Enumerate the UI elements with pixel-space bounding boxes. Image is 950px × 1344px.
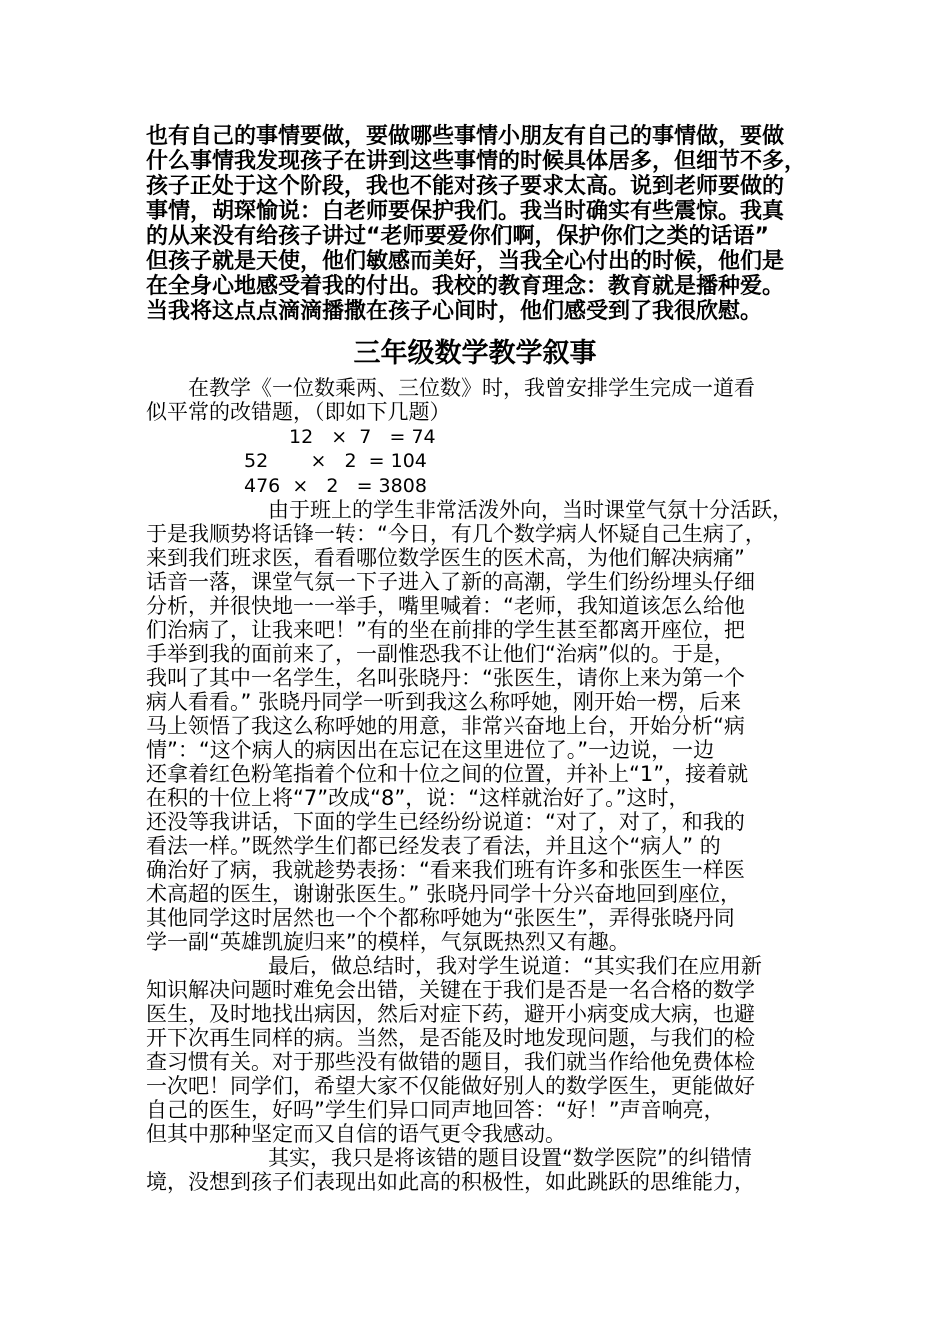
- paragraph-line: 分析，并很快地一一举手，嘴里喊着：“老师，我知道该怎么给他: [146, 594, 745, 618]
- intro-line: 事情，胡琛愉说：白老师要保护我们。我当时确实有些震惊。我真: [146, 199, 785, 224]
- intro-line: 什么事情我发现孩子在讲到这些事情的时候具体居多，但细节不多，: [146, 149, 807, 174]
- paragraph-line: 由于班上的学生非常活泼外向，当时课堂气氛十分活跃，: [268, 498, 793, 522]
- paragraph-line: 术高超的医生，谢谢张医生。” 张晓丹同学十分兴奋地回到座位，: [146, 882, 742, 906]
- paragraph-line: 其实，我只是将该错的题目设置“数学医院”的纠错情: [268, 1146, 752, 1170]
- paragraph-line: 看法一样。”既然学生们都已经发表了看法，并且这个“病人” 的: [146, 834, 721, 858]
- section-title: 三年级数学教学叙事: [353, 338, 597, 369]
- paragraph-line: 一次吧！同学们，希望大家不仅能做好别人的数学医生，更能做好: [146, 1074, 755, 1098]
- paragraph-line: 们治病了，让我来吧！”有的坐在前排的学生甚至都离开座位，把: [146, 618, 745, 642]
- paragraph-line: 话音一落，课堂气氛一下子进入了新的高潮，学生们纷纷埋头仔细: [146, 570, 755, 594]
- paragraph-line: 其他同学这时居然也一个个都称呼她为“张医生”，弄得张晓丹同: [146, 906, 735, 930]
- paragraph-line: 学一副“英雄凯旋归来”的模样，气氛既热烈又有趣。: [146, 930, 630, 954]
- paragraph-line: 还没等我讲话，下面的学生已经纷纷说道：“对了，对了，和我的: [146, 810, 745, 834]
- paragraph-line: 医生，及时地找出病因，然后对症下药，避开小病变成大病，也避: [146, 1002, 755, 1026]
- paragraph-line: 在教学《一位数乘两、三位数》时，我曾安排学生完成一道看: [188, 376, 755, 400]
- paragraph-line: 我叫了其中一名学生，名叫张晓丹：“张医生，请你上来为第一个: [146, 666, 745, 690]
- paragraph-line: 马上领悟了我这么称呼她的用意，非常兴奋地上台，开始分析“病: [146, 714, 745, 738]
- paragraph-line: 还拿着红色粉笔指着个位和十位之间的位置，并补上“1”，接着就: [146, 762, 749, 786]
- paragraph-line: 似平常的改错题，（即如下几题）: [146, 400, 451, 424]
- paragraph-line: 病人看看。” 张晓丹同学一听到我这么称呼她，刚开始一楞，后来: [146, 690, 742, 714]
- equation: 476 × 2 = 3808: [244, 475, 427, 497]
- paragraph-line: 手举到我的面前来了，一副惟恐我不让他们“治病”似的。于是，: [146, 642, 735, 666]
- intro-line: 孩子正处于这个阶段，我也不能对孩子要求太高。说到老师要做的: [146, 174, 785, 199]
- paragraph-line: 来到我们班求医，看看哪位数学医生的医术高，为他们解决病痛”: [146, 546, 745, 570]
- paragraph-line: 知识解决问题时难免会出错，关键在于我们是否是一名合格的数学: [146, 978, 755, 1002]
- intro-line: 当我将这点点滴滴播撒在孩子心间时，他们感受到了我很欣慰。: [146, 299, 763, 324]
- intro-line: 在全身心地感受着我的付出。我校的教育理念：教育就是播种爱。: [146, 274, 785, 299]
- paragraph-line: 查习惯有关。对于那些没有做错的题目，我们就当作给他免费体检: [146, 1050, 755, 1074]
- paragraph-line: 境，没想到孩子们表现出如此高的积极性，如此跳跃的思维能力，: [146, 1170, 755, 1194]
- paragraph-line: 但其中那种坚定而又自信的语气更令我感动。: [146, 1122, 566, 1146]
- intro-line: 的从来没有给孩子讲过“老师要爱你们啊，保护你们之类的话语”: [146, 224, 769, 249]
- intro-line: 但孩子就是天使，他们敏感而美好，当我全心付出的时候，他们是: [146, 249, 785, 274]
- paragraph-line: 在积的十位上将“7”改成“8”，说：“这样就治好了。”这时，: [146, 786, 690, 810]
- paragraph-line: 开下次再生同样的病。当然，是否能及时地发现问题，与我们的检: [146, 1026, 755, 1050]
- intro-line: 也有自己的事情要做，要做哪些事情小朋友有自己的事情做，要做: [146, 124, 785, 149]
- paragraph-line: 确治好了病，我就趁势表扬：“看来我们班有许多和张医生一样医: [146, 858, 745, 882]
- equation: 52 × 2 = 104: [244, 450, 427, 472]
- paragraph-line: 最后，做总结时，我对学生说道：“其实我们在应用新: [268, 954, 762, 978]
- equation: 12 × 7 = 74: [289, 426, 436, 448]
- paragraph-line: 自己的医生，好吗”学生们异口同声地回答：“好！”声音响亮，: [146, 1098, 725, 1122]
- paragraph-line: 于是我顺势将话锋一转：“今日，有几个数学病人怀疑自己生病了，: [146, 522, 766, 546]
- paragraph-line: 情”：“这个病人的病因出在忘记在这里进位了。”一边说，一边: [146, 738, 715, 762]
